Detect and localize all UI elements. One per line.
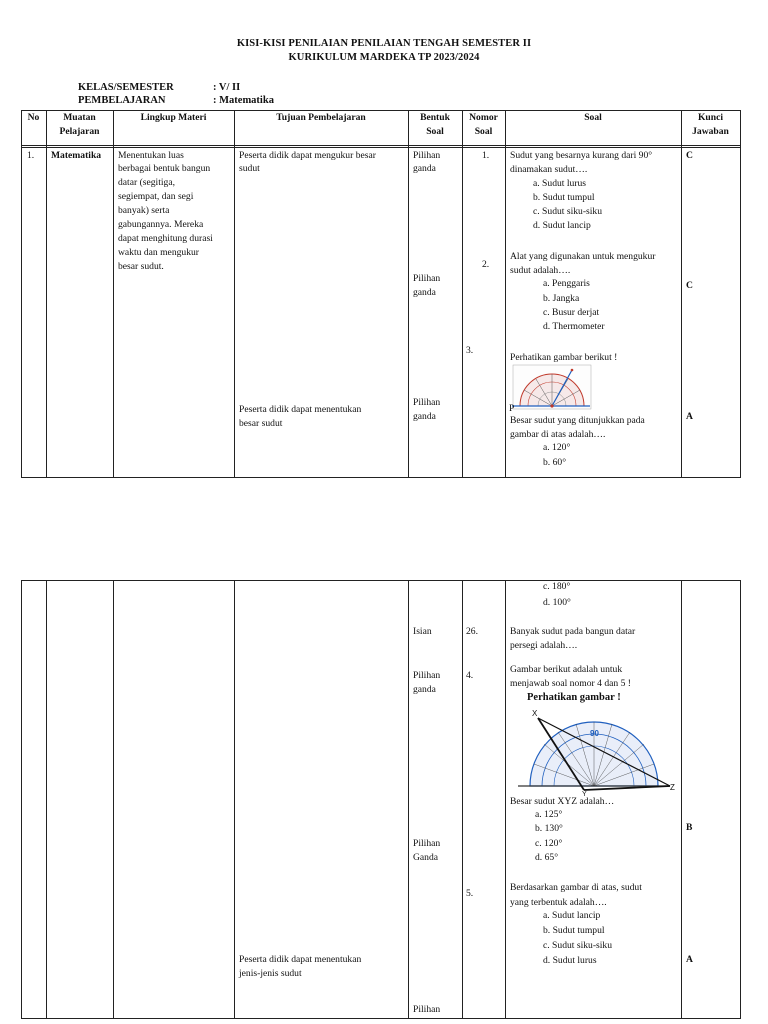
label-y: Y bbox=[582, 791, 587, 796]
col-header-no: No bbox=[27, 112, 40, 123]
answer-key-2: C bbox=[686, 280, 693, 291]
question-number-5: 5. bbox=[466, 888, 474, 899]
kelas-value: : V/ II bbox=[213, 82, 241, 93]
label-x: X bbox=[532, 709, 538, 718]
pembelajaran-value: : Matematika bbox=[213, 95, 274, 106]
document-subtitle: KURIKULUM MARDEKA TP 2023/2024 bbox=[288, 52, 480, 63]
answer-key-3: A bbox=[686, 411, 693, 422]
bentuk-soal-last: Pilihan bbox=[413, 1004, 441, 1015]
question-number-26: 26. bbox=[466, 626, 478, 637]
col-header-tujuan: Tujuan Pembelajaran bbox=[276, 112, 366, 123]
protractor-figure-large bbox=[508, 704, 680, 796]
answer-key-5: A bbox=[686, 954, 693, 965]
col-header-bentuk: Bentuk bbox=[420, 112, 450, 123]
col-header-soal: Soal bbox=[584, 112, 602, 123]
question-number-2: 2. bbox=[482, 259, 490, 270]
col-header-kunci: Kunci bbox=[697, 112, 724, 123]
label-ninety: 90 bbox=[590, 729, 599, 738]
col-header-nomor-2: Soal bbox=[474, 126, 493, 137]
pembelajaran-label: PEMBELAJARAN bbox=[78, 95, 166, 106]
question-number-3: 3. bbox=[466, 345, 474, 356]
col-header-bentuk-2: Soal bbox=[426, 126, 444, 137]
kelas-label: KELAS/SEMESTER bbox=[78, 82, 174, 93]
figure-title: Perhatikan gambar ! bbox=[527, 692, 621, 703]
answer-key-1: C bbox=[686, 150, 693, 161]
col-header-lingkup: Lingkup Materi bbox=[140, 112, 207, 123]
figure-label-p: P bbox=[509, 403, 515, 414]
question-number-1: 1. bbox=[482, 150, 490, 161]
document-title: KISI-KISI PENILAIAN PENILAIAN TENGAH SEMESTER II bbox=[236, 38, 532, 49]
protractor-figure-small bbox=[508, 364, 594, 414]
question-number-4: 4. bbox=[466, 670, 474, 681]
muatan-pelajaran: Matematika bbox=[51, 150, 102, 161]
row-number: 1. bbox=[27, 150, 35, 161]
answer-key-4: B bbox=[686, 822, 693, 833]
label-z: Z bbox=[670, 783, 675, 792]
question-3-intro: Perhatikan gambar berikut ! bbox=[510, 352, 618, 363]
bentuk-soal-isian: Isian bbox=[413, 626, 432, 637]
col-header-muatan: Muatan bbox=[63, 112, 96, 123]
col-header-kunci-2: Jawaban bbox=[692, 126, 729, 137]
col-header-muatan-2: Pelajaran bbox=[59, 126, 100, 137]
col-header-nomor: Nomor bbox=[469, 112, 498, 123]
